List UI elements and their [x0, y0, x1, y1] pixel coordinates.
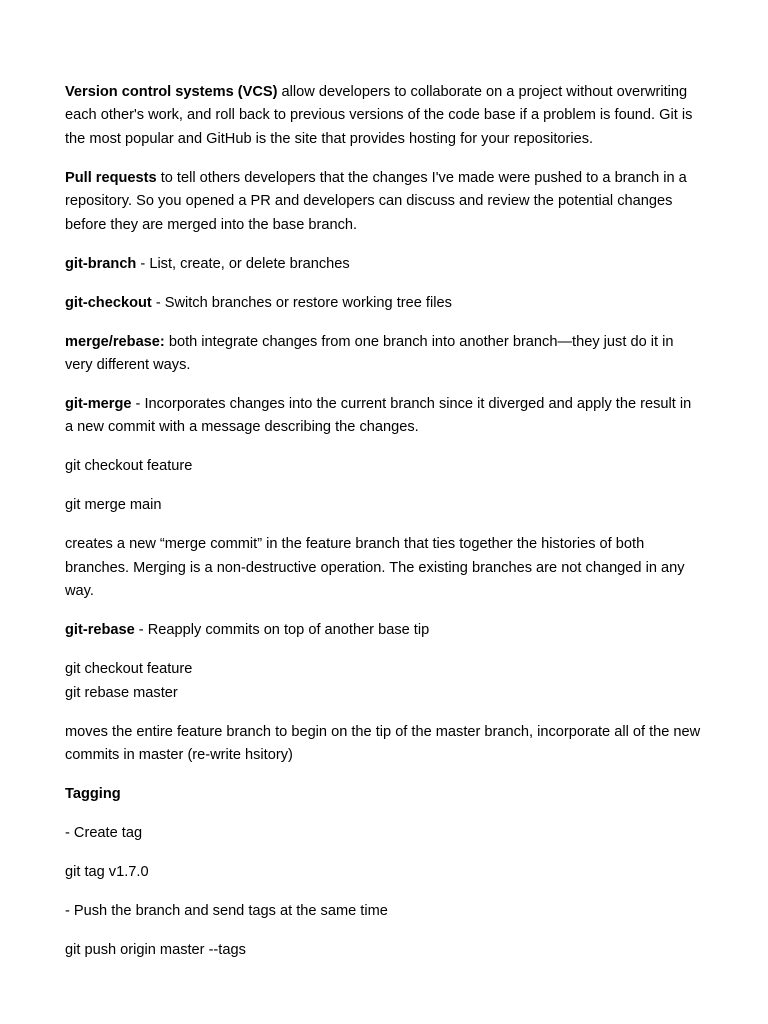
- git-branch-text: - List, create, or delete branches: [136, 255, 350, 272]
- pull-requests-paragraph: [65, 167, 703, 237]
- vcs-paragraph: [65, 81, 703, 151]
- git-rebase-term: git-rebase: [65, 622, 135, 639]
- vcs-term: Version control systems (VCS): [65, 84, 278, 100]
- tag-command: git tag v1.7.0: [65, 864, 149, 881]
- merge-description: creates a new “merge commit” in the feature branch that ties together the histories of both branches. Merging is a non-destructive operation. The existing branches are not changed in any way.: [65, 536, 685, 600]
- create-tag-item: - Create tag: [65, 825, 143, 842]
- push-description: - Push the branch and send tags at the same time: [65, 903, 388, 920]
- rebase-command-checkout: git checkout feature: [65, 661, 193, 678]
- merge-command-checkout: git checkout feature: [65, 458, 193, 475]
- rebase-command-rebase: git rebase master: [65, 684, 178, 701]
- push-command: git push origin master --tags: [65, 942, 246, 959]
- tagging-heading: [65, 783, 703, 806]
- git-branch-term: git-branch: [65, 255, 137, 272]
- pull-requests-text: to tell others developers that the changes I've made were pushed to a branch in a repository. So you opened a PR and developers can discuss and review the potential changes before they are merged into the base branch.: [65, 169, 687, 233]
- git-merge-text: - Incorporates changes into the current branch since it diverged and apply the result in a new commit with a message describing the changes.: [65, 396, 692, 436]
- merge-command-merge: git merge main: [65, 497, 162, 514]
- git-branch-paragraph: [65, 253, 703, 276]
- vcs-text: allow developers to collaborate on a project without overwriting each other's work, and roll back to previous versions of the code base if a problem is found. Git is the most popular and GitHub is the site that provides hosting for your repositories.: [65, 84, 693, 147]
- merge-rebase-text: both integrate changes from one branch into another branch—they just do it in very different ways.: [65, 333, 674, 374]
- git-rebase-text: - Reapply commits on top of another base tip: [134, 622, 430, 639]
- git-checkout-paragraph: [65, 292, 703, 315]
- merge-rebase-paragraph: [65, 331, 703, 378]
- tagging-heading-text: Tagging: [65, 786, 121, 803]
- git-checkout-text: - Switch branches or restore working tree files: [151, 294, 452, 311]
- pull-requests-term: Pull requests: [65, 169, 157, 186]
- git-merge-term: git-merge: [65, 396, 132, 413]
- git-merge-paragraph: [65, 393, 703, 440]
- git-rebase-paragraph: [65, 619, 703, 642]
- rebase-description: moves the entire feature branch to begin on the tip of the master branch, incorporate all of the new commits in master (re-write hsitory): [65, 723, 701, 764]
- git-checkout-term: git-checkout: [65, 294, 152, 311]
- merge-rebase-term: merge/rebase:: [65, 333, 165, 350]
